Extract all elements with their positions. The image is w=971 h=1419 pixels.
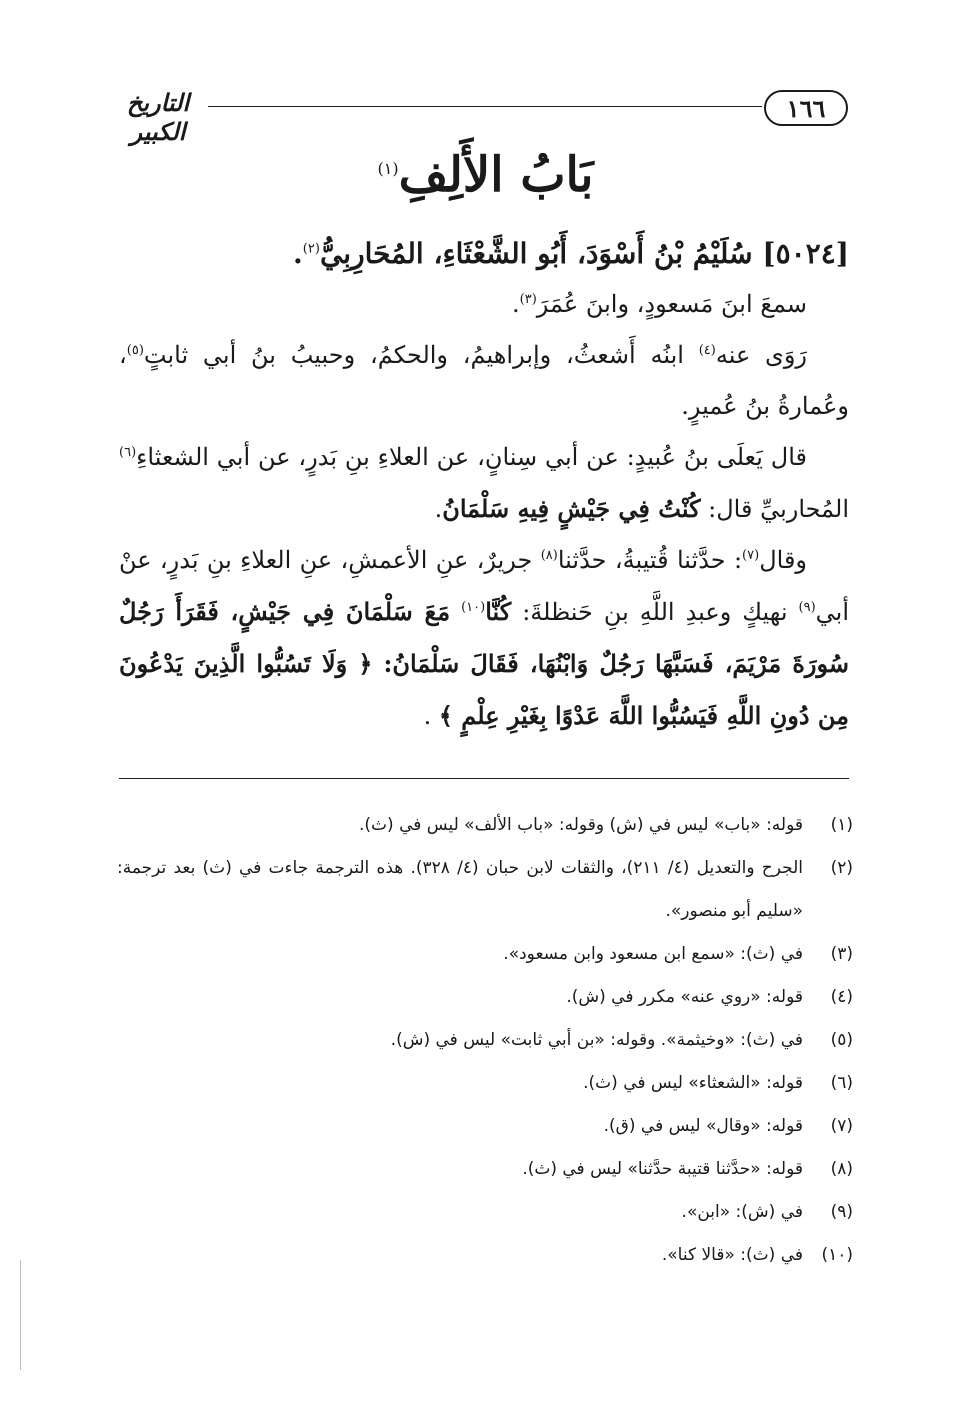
footnote-ref: (٩)	[798, 600, 816, 615]
footnotes	[117, 804, 853, 1277]
header-rule	[208, 106, 762, 107]
footnote-ref: (٢)	[302, 241, 320, 257]
footnote-separator	[119, 778, 849, 779]
footnote-number: (٦)	[830, 1073, 853, 1093]
paragraph-narrated	[119, 330, 849, 432]
text-run: .	[512, 290, 520, 318]
text-run	[450, 598, 461, 626]
footnote-number: (٩)	[830, 1202, 853, 1222]
footnote-ref: (٨)	[540, 548, 558, 563]
footnote-ref: (٤)	[698, 343, 716, 358]
footnote-item	[117, 1105, 853, 1148]
page-number-badge: ١٦٦	[764, 90, 848, 126]
footnote-number: (٥)	[830, 1030, 853, 1050]
text-run: .	[423, 702, 439, 730]
text-run: جريرٌ، عنِ الأعمشِ، عنِ العلاءِ بنِ بَدرٍ، عنْ أبي	[119, 546, 849, 626]
footnote-ref: (٧)	[742, 548, 760, 563]
main-text	[119, 228, 849, 742]
footnote-ref: (١)	[377, 159, 399, 178]
footnote-text: قوله: «الشعثاء» ليس في (ث).	[583, 1073, 803, 1093]
footnote-item	[117, 976, 853, 1019]
footnote-item	[117, 804, 853, 847]
quoted-text: كُنْتُ فِي جَيْشٍ فِيهِ سَلْمَانُ	[442, 494, 701, 523]
footnote-item	[117, 847, 853, 933]
quoted-text: مَعَ سَلْمَانَ فِي جَيْشٍ، فَقَرَأَ رَجُلٌ سُورَةَ مَرْيَمَ، فَسَبَّهَا رَجُلٌ وَابْنُهَا، فَقَالَ سَلْمَانُ: ﴿ وَلَا تَسُبُّوا الَّذِينَ يَدْعُونَ مِن دُونِ اللَّهِ فَيَسُبُّوا اللَّهَ عَدْوًا بِغَيْرِ عِلْمٍ ﴾	[119, 597, 849, 730]
text-run: المُحاربيِّ قال:	[700, 495, 849, 523]
text-run: قال يَعلَى بنُ عُبيدٍ: عن أبي سِنانٍ، عن العلاءِ بنِ بَدرٍ، عن أبي الشعثاءِ	[136, 443, 807, 471]
footnote-text: في (ث): «قالا كنا».	[661, 1245, 803, 1265]
scan-margin-line	[20, 1260, 21, 1370]
footnote-text: قوله: «وقال» ليس في (ق).	[603, 1116, 803, 1136]
text-run: : حدَّثنا قُتيبةُ، حدَّثنا	[557, 546, 743, 574]
footnote-ref: (١٠)	[461, 600, 486, 615]
footnote-text: في (ش): «ابن».	[681, 1202, 803, 1222]
paragraph-heard	[119, 279, 849, 330]
footnote-ref: (٣)	[519, 292, 537, 307]
footnote-item	[117, 1148, 853, 1191]
entry-number: [٥٠٢٤]	[762, 237, 849, 270]
entry-heading	[119, 228, 849, 279]
footnote-item	[117, 1062, 853, 1105]
page-header	[108, 84, 848, 146]
footnote-item	[117, 933, 853, 976]
entry-name: سُلَيْمُ بْنُ أَسْوَدَ، أَبُو الشَّعْثَاءِ، المُحَارِبِيُّ	[319, 237, 753, 270]
text-run: .	[434, 495, 443, 523]
footnote-number: (١٠)	[821, 1245, 853, 1265]
chapter-title	[0, 140, 971, 210]
footnote-item	[117, 1191, 853, 1234]
footnote-item	[117, 1234, 853, 1277]
footnote-text: في (ث): «وخيثمة». وقوله: «بن أبي ثابت» ليس في (ش).	[390, 1030, 803, 1050]
book-title: التاريخ الكبير	[126, 88, 190, 146]
text-run: نهيكٍ وعبدِ اللَّهِ بنِ حَنظلةَ:	[511, 598, 799, 626]
footnote-ref: (٥)	[126, 343, 144, 358]
footnote-item	[117, 1019, 853, 1062]
footnote-number: (٤)	[830, 987, 853, 1007]
footnote-text: قوله: «حدَّثنا قتيبة حدَّثنا» ليس في (ث).	[522, 1159, 803, 1179]
footnote-text: قوله: «روي عنه» مكرر في (ش).	[566, 987, 803, 1007]
chapter-title-text: بَابُ الأَلِفِ	[398, 147, 594, 203]
text-run: وقال	[759, 546, 807, 574]
footnote-number: (٣)	[830, 944, 853, 964]
footnote-ref: (٦)	[119, 445, 137, 460]
footnote-text: الجرح والتعديل (٤/ ٢١١)، والثقات لابن حبان (٤/ ٣٢٨). هذه الترجمة جاءت في (ث) بعد ترجمة: «سليم أبو منصور».	[117, 858, 803, 921]
paragraph-yala	[119, 432, 849, 535]
text-run: سمعَ ابنَ مَسعودٍ، وابنَ عُمَرَ	[536, 290, 807, 318]
footnote-text: قوله: «باب» ليس في (ش) وقوله: «باب الألف» ليس في (ث).	[359, 815, 803, 835]
text-run: ، وعُمارةُ بنُ عُميرٍ.	[119, 341, 849, 420]
quoted-text: كُنَّا	[485, 597, 512, 626]
text-run: ابنُه أَشعثُ، وإبراهيمُ، والحكمُ، وحبيبُ بنُ أبي ثابتٍ	[143, 341, 699, 369]
footnote-number: (١)	[830, 815, 853, 835]
footnote-number: (٧)	[830, 1116, 853, 1136]
footnote-number: (٨)	[830, 1159, 853, 1179]
footnote-number: (٢)	[830, 858, 853, 878]
footnote-text: في (ث): «سمع ابن مسعود وابن مسعود».	[503, 944, 803, 964]
paragraph-qutayba	[119, 535, 849, 742]
entry-tail: .	[293, 237, 303, 270]
text-run: رَوَى عنه	[715, 341, 807, 369]
